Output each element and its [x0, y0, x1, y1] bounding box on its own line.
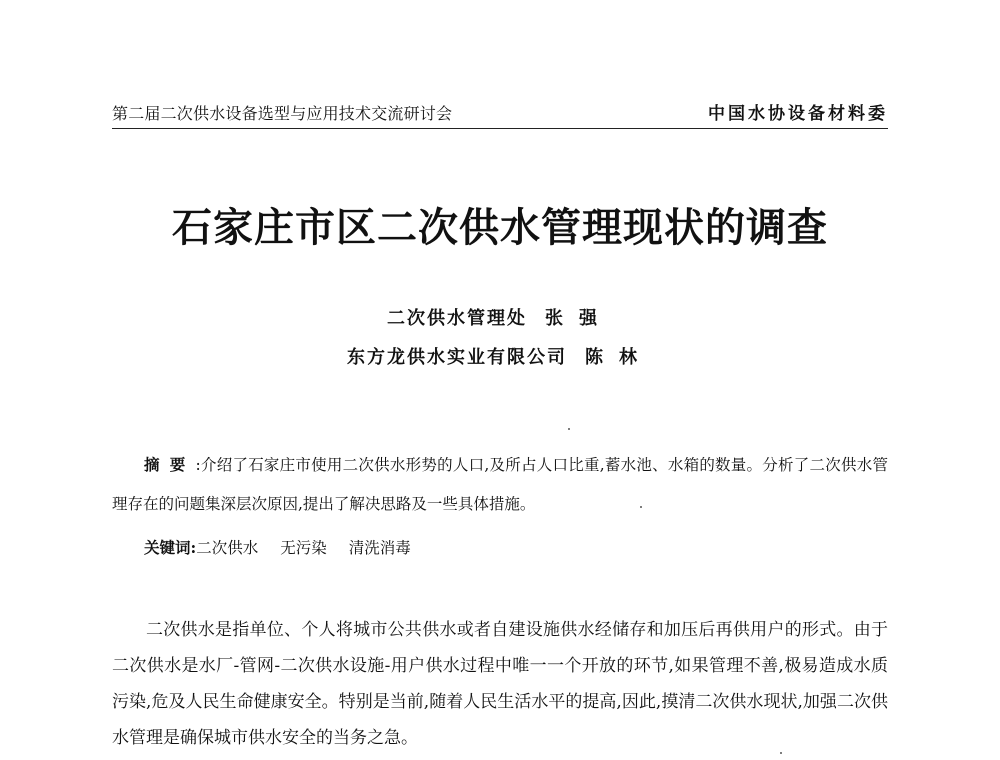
author-name: 陈林 — [585, 347, 653, 368]
abstract-text: :介绍了石家庄市使用二次供水形势的人口,及所占人口比重,蓄水池、水箱的数量。分析了二次供水管理存在的问题集深层次原因,提出了解决思路及一些具体措施。 — [112, 456, 888, 513]
author-affiliation: 东方龙供水实业有限公司 — [347, 347, 567, 368]
header-conference-name: 第二届二次供水设备选型与应用技术交流研讨会 — [112, 104, 453, 123]
author-name: 张强 — [545, 308, 613, 329]
body-paragraph: 二次供水是指单位、个人将城市公共供水或者自建设施供水经储存和加压后再供用户的形式。由于二次供水是水厂-管网-二次供水设施-用户供水过程中唯一一个开放的环节,如果管理不善,极易造成水质污染,危及人民生命健康安全。特别是当前,随着人民生活水平的提高,因此,摸清二次供水现状,加强二次供水管理是确保城市供水安全的当务之急。 — [112, 620, 888, 748]
keyword-item: 清洗消毒 — [348, 539, 411, 557]
abstract-label: 摘要 — [144, 455, 196, 474]
keywords — [144, 536, 433, 558]
scan-speck — [568, 428, 570, 430]
author-affiliation: 二次供水管理处 — [387, 308, 527, 329]
running-header — [112, 98, 888, 129]
header-committee-name: 中国水协设备材料委 — [708, 104, 888, 124]
paper-title: 石家庄市区二次供水管理现状的调查 — [172, 204, 828, 251]
author-line — [0, 343, 1000, 369]
keywords-label: 关键词: — [144, 538, 197, 557]
keyword-item: 二次供水 — [196, 539, 259, 557]
scan-speck — [640, 506, 642, 508]
scan-speck — [780, 752, 782, 754]
keyword-item: 无污染 — [280, 539, 327, 557]
abstract — [112, 445, 888, 524]
author-line — [0, 304, 1000, 330]
